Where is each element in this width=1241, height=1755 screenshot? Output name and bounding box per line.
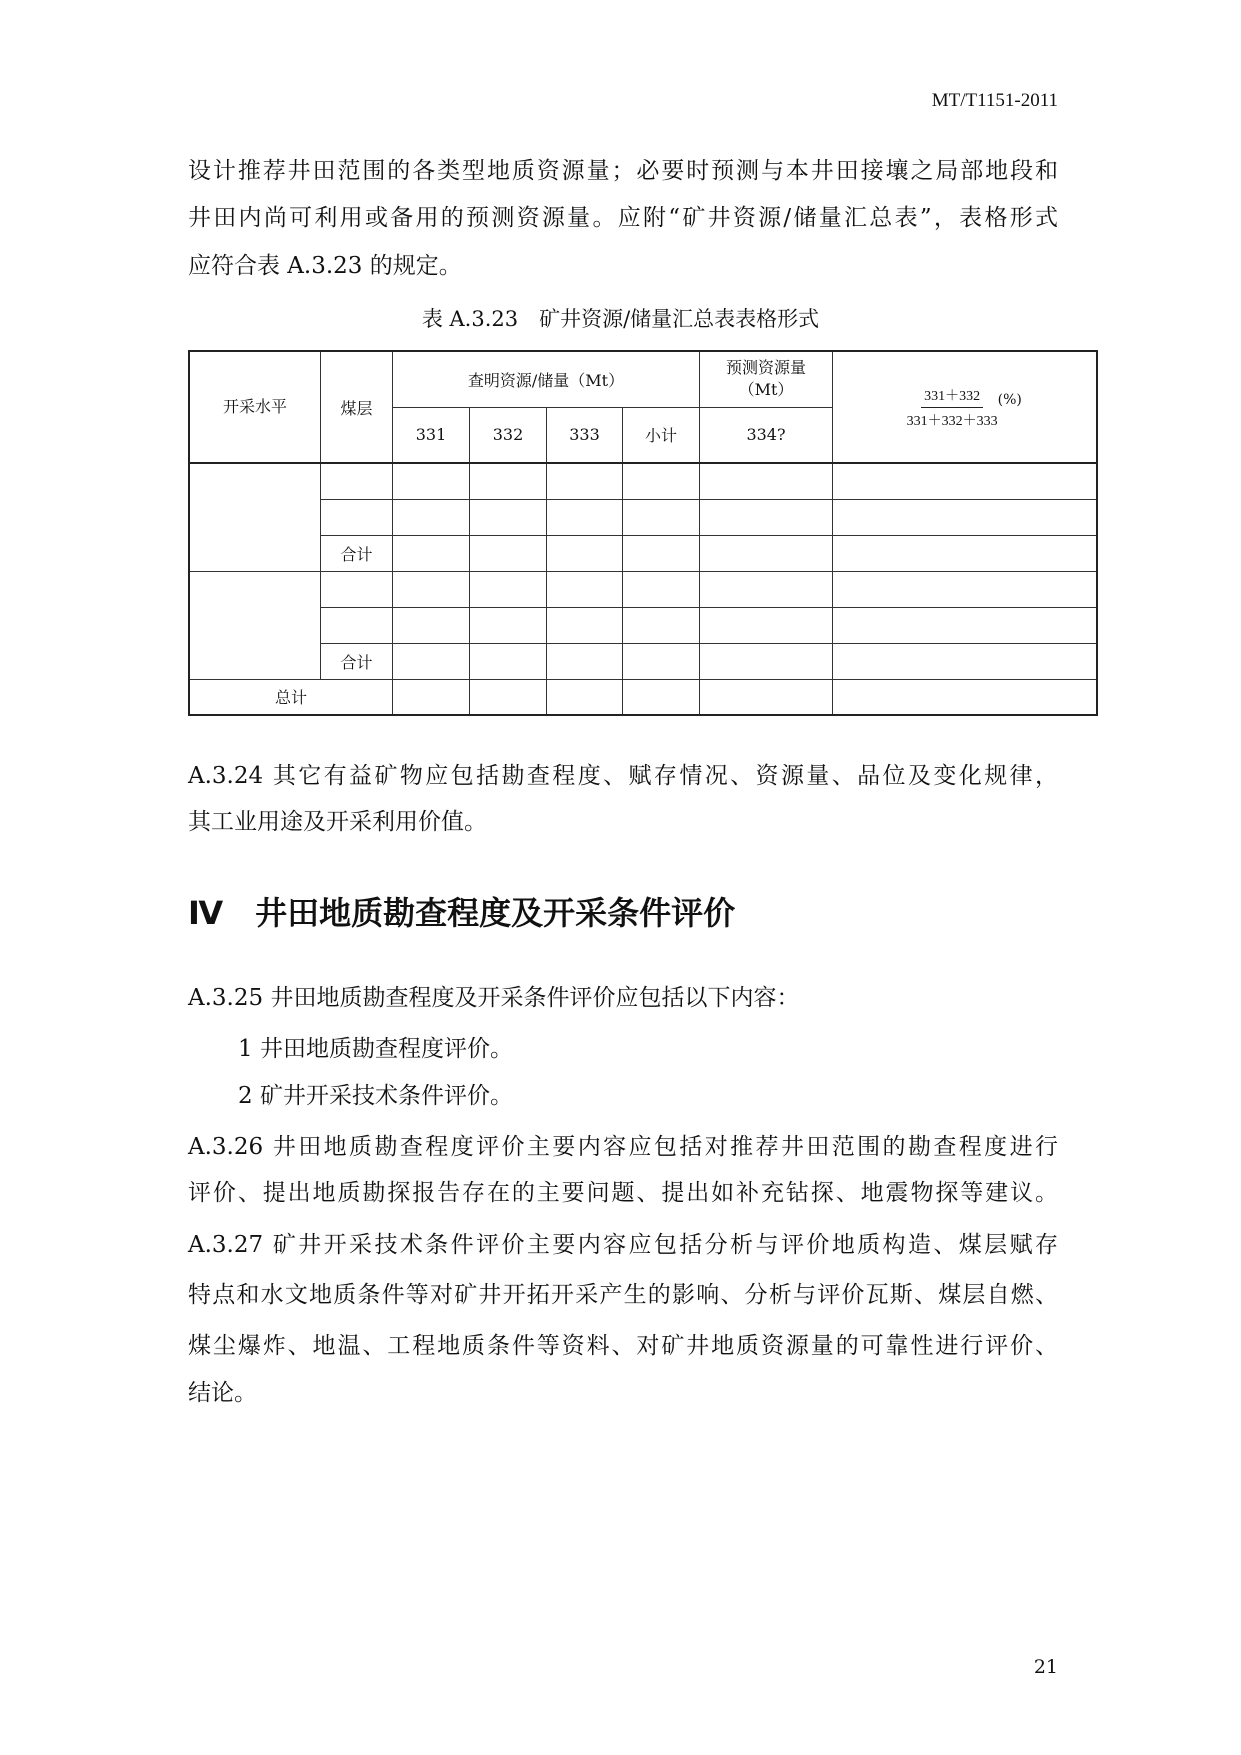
paragraph-line: 煤尘爆炸、地温、工程地质条件等资料、对矿井地质资源量的可靠性进行评价、 (188, 1333, 1058, 1359)
paragraph-line: 结论。 (188, 1380, 257, 1406)
paragraph-line: 井田内尚可利用或备用的预测资源量。应附“矿井资源/储量汇总表”，表格形式 (188, 205, 1058, 231)
paragraph-line: A.3.26 井田地质勘查程度评价主要内容应包括对推荐井田范围的勘查程度进行 (188, 1134, 1058, 1160)
header-subtotal: 小计 (623, 407, 700, 463)
paragraph-line: 设计推荐井田范围的各类型地质资源量；必要时预测与本井田接壤之局部地段和 (188, 158, 1058, 184)
resource-summary-table (188, 350, 1098, 716)
paragraph-line: 评价、提出地质勘探报告存在的主要问题、提出如补充钻探、地震物探等建议。 (188, 1180, 1058, 1206)
header-333: 333 (547, 407, 623, 463)
paragraph-line: A.3.27 矿井开采技术条件评价主要内容应包括分析与评价地质构造、煤层赋存 (188, 1232, 1058, 1258)
paragraph-line: A.3.24 其它有益矿物应包括勘查程度、赋存情况、资源量、品位及变化规律， (188, 763, 1058, 789)
paragraph-line: 其工业用途及开采利用价值。 (188, 809, 487, 835)
header-ratio (833, 351, 1097, 463)
subtotal-label: 合计 (321, 535, 393, 571)
section-heading: Ⅳ 井田地质勘查程度及开采条件评价 (188, 894, 736, 932)
header-proven-resources: 查明资源/储量（Mt） (393, 351, 700, 407)
subtotal-label: 合计 (321, 643, 393, 679)
list-item: 1 井田地质勘查程度评价。 (238, 1036, 513, 1062)
page-number: 21 (1033, 1656, 1058, 1678)
ratio-fraction (907, 385, 998, 430)
list-item: 2 矿井开采技术条件评价。 (238, 1083, 513, 1109)
header-coal-seam: 煤层 (321, 351, 393, 463)
header-predicted-resources: 预测资源量（Mt） (700, 351, 833, 407)
standard-number: MT/T1151-2011 (931, 90, 1058, 111)
ratio-unit: (%) (997, 391, 1022, 408)
table-caption: 表 A.3.23 矿井资源/储量汇总表表格形式 (421, 307, 820, 331)
paragraph-line: A.3.25 井田地质勘查程度及开采条件评价应包括以下内容： (188, 985, 800, 1011)
ratio-denominator: 331＋332＋333 (906, 413, 998, 429)
paragraph-line: 应符合表 A.3.23 的规定。 (188, 253, 462, 279)
paragraph-line: 特点和水文地质条件等对矿井开拓开采产生的影响、分析与评价瓦斯、煤层自燃、 (188, 1282, 1058, 1308)
header-331: 331 (393, 407, 470, 463)
total-label: 总计 (189, 679, 393, 715)
header-334: 334? (700, 407, 833, 463)
header-mining-level: 开采水平 (189, 351, 321, 463)
level-cell (189, 571, 321, 679)
level-cell (189, 463, 321, 571)
header-332: 332 (470, 407, 547, 463)
ratio-numerator: 331＋332 (921, 385, 983, 408)
